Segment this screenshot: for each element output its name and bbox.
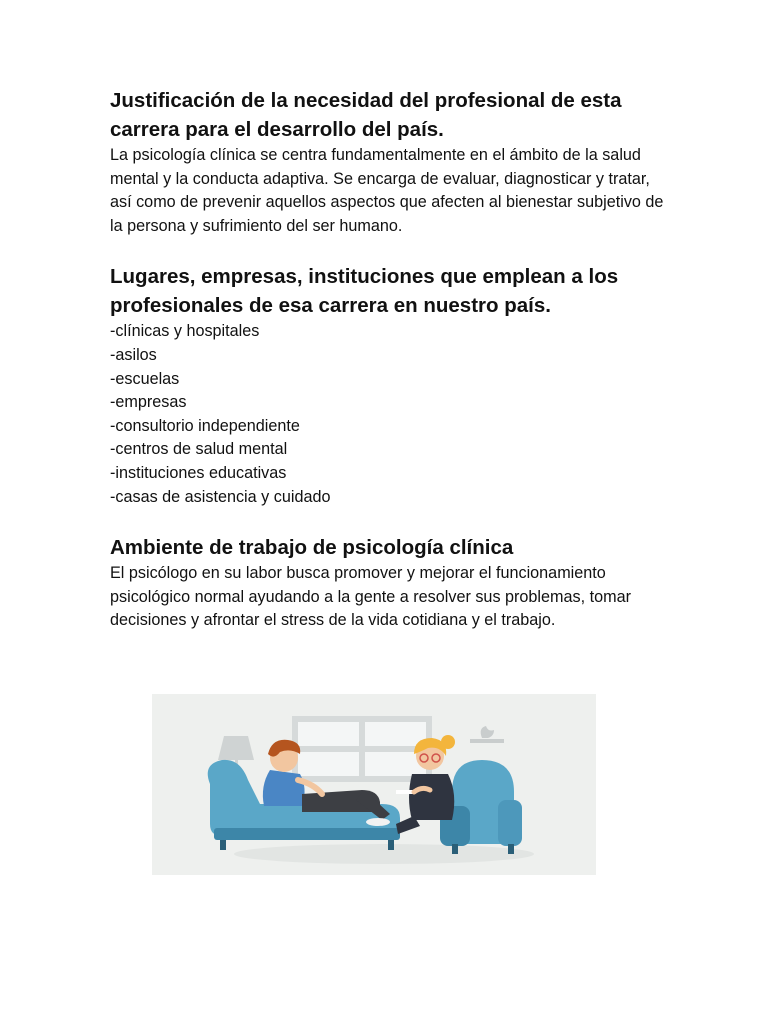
list-item: -asilos	[110, 345, 157, 364]
section-ambiente	[110, 533, 670, 633]
list-item: -escuelas	[110, 369, 180, 388]
rug-shape	[234, 844, 534, 864]
section-heading: Ambiente de trabajo de psicología clínica	[110, 536, 514, 560]
list-item: -empresas	[110, 393, 187, 412]
list-item: -instituciones educativas	[110, 463, 287, 482]
section-body: La psicología clínica se centra fundamentalmente en el ámbito de la salud mental y la conducta adaptiva. Se encarga de evaluar, diagnosticar y tratar, así como de prevenir aquellos aspectos que afecten al bienestar subjetivo de la persona y sufrimiento del ser humano.	[110, 146, 664, 235]
window-shape	[292, 716, 432, 782]
section-lugares	[110, 262, 670, 509]
employers-list	[110, 320, 670, 509]
list-item: -centros de salud mental	[110, 440, 288, 459]
therapy-session-illustration	[152, 694, 596, 875]
section-heading: Justificación de la necesidad del profesional de esta carrera para el desarrollo del país.	[110, 89, 622, 141]
list-item: -consultorio independiente	[110, 416, 300, 435]
plant-shape	[470, 726, 504, 743]
section-justificacion	[110, 86, 670, 238]
list-item: -casas de asistencia y cuidado	[110, 487, 331, 506]
list-item: -clínicas y hospitales	[110, 322, 260, 341]
section-heading: Lugares, empresas, instituciones que emplean a los profesionales de esa carrera en nuestro país.	[110, 265, 619, 318]
section-body: El psicólogo en su labor busca promover y mejorar el funcionamiento psicológico normal ayudando a la gente a resolver sus problemas, tomar decisiones y afrontar el stress de la vida cotidiana y el trabajo.	[110, 564, 631, 630]
document-content	[110, 86, 670, 633]
